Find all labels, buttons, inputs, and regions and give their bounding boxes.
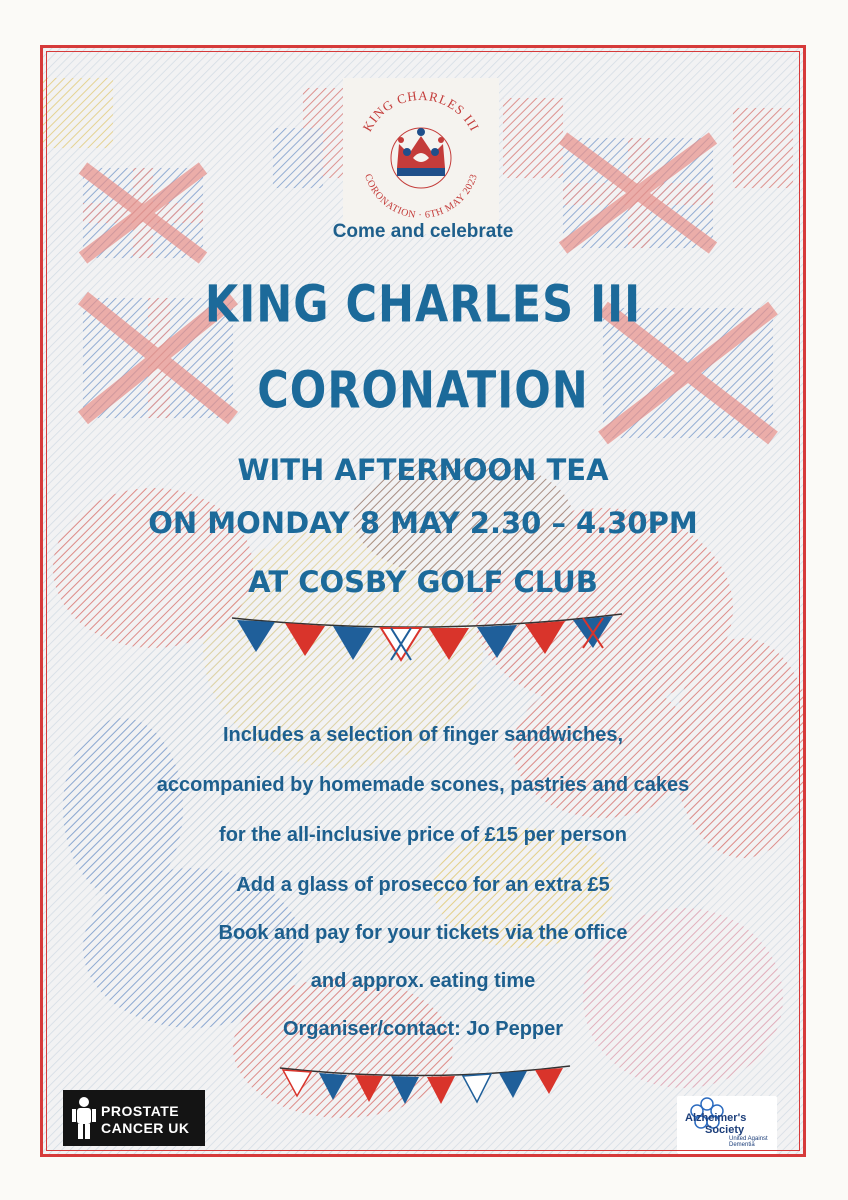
svg-text:KING CHARLES III: KING CHARLES III: [359, 87, 483, 134]
title-line-1: KING CHARLES III: [204, 275, 642, 335]
poster: [40, 45, 806, 1157]
subtitle-line-3: AT COSBY GOLF CLUB: [248, 565, 598, 599]
prostate-cancer-uk-logo: [63, 1090, 205, 1146]
prostate-logo-line-2: CANCER UK: [101, 1120, 190, 1136]
alz-tagline: United Against Dementia: [729, 1136, 768, 1148]
title-line-2: CORONATION: [257, 361, 589, 421]
alz-logo-line-2: Society: [705, 1124, 745, 1136]
detail-line-5: Book and pay for your tickets via the office: [218, 922, 628, 944]
bunting-bottom: [275, 1060, 575, 1110]
organiser-contact: Organiser/contact: Jo Pepper: [282, 1018, 564, 1040]
coronation-emblem: [343, 78, 499, 234]
svg-text:CORONATION · 6TH MAY 2023: CORONATION · 6TH MAY 2023: [362, 172, 480, 222]
detail-line-3: for the all-inclusive price of £15 per person: [219, 824, 627, 846]
prostate-logo-line-1: PROSTATE: [101, 1103, 180, 1119]
man-figure-icon: [71, 1096, 97, 1140]
bunting-top: [227, 608, 627, 668]
detail-line-6: and approx. eating time: [310, 970, 536, 992]
subtitle-line-1: WITH AFTERNOON TEA: [237, 453, 609, 487]
detail-line-1: Includes a selection of finger sandwiches,: [222, 724, 624, 746]
detail-line-4: Add a glass of prosecco for an extra £5: [236, 874, 610, 896]
alz-logo-line-1: Alzheimer's: [685, 1112, 747, 1124]
intro-text: Come and celebrate: [332, 221, 514, 242]
subtitle-line-2: ON MONDAY 8 MAY 2.30 – 4.30PM: [148, 506, 698, 540]
detail-line-2: accompanied by homemade scones, pastries and cakes: [156, 774, 690, 796]
alzheimers-society-logo: [677, 1096, 777, 1154]
